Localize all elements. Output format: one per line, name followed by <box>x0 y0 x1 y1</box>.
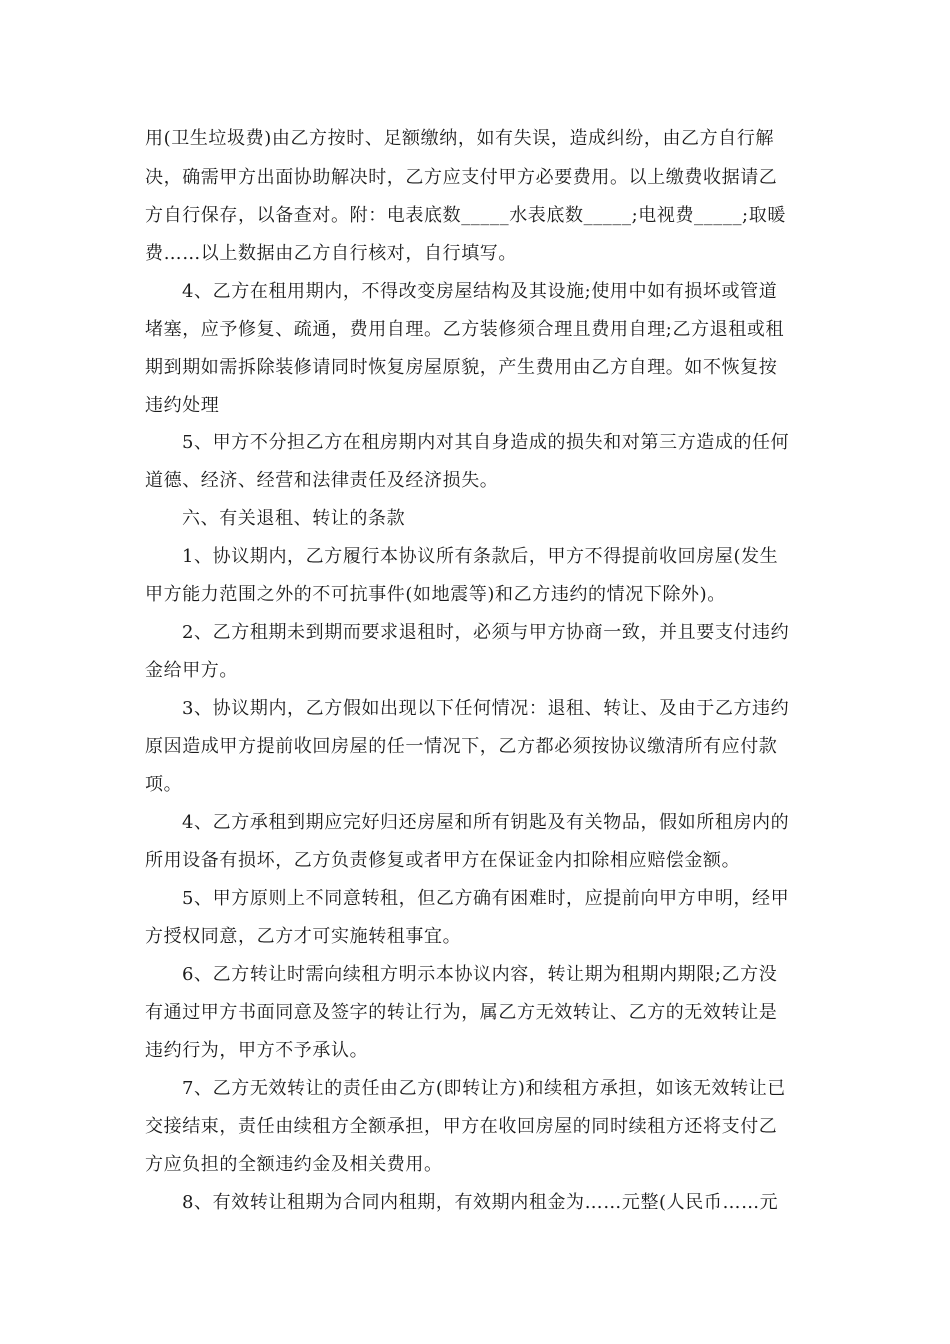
paragraph-first-line: 5、甲方原则上不同意转租，但乙方确有困难时，应提前向甲方申明，经甲 <box>182 888 790 909</box>
paragraph-first-line: 3、协议期内，乙方假如出现以下任何情况：退租、转让、及由于乙方违约 <box>182 698 790 719</box>
text-line: 金给甲方。 <box>145 660 238 681</box>
section-heading: 六、有关退租、转让的条款 <box>182 508 406 529</box>
paragraph-first-line: 4、乙方承租到期应完好归还房屋和所有钥匙及有关物品，假如所租房内的 <box>182 812 790 833</box>
text-line: 方自行保存，以备查对。附：电表底数_____水表底数_____;电视费_____;取暖 <box>145 205 786 226</box>
paragraph-first-line: 6、乙方转让时需向续租方明示本协议内容，转让期为租期内期限;乙方没 <box>182 964 778 985</box>
paragraph-first-line: 2、乙方租期未到期而要求退租时，必须与甲方协商一致，并且要支付违约 <box>182 622 790 643</box>
text-line: 所用设备有损坏，乙方负责修复或者甲方在保证金内扣除相应赔偿金额。 <box>145 850 741 871</box>
text-line: 甲方能力范围之外的不可抗事件(如地震等)和乙方违约的情况下除外)。 <box>145 584 726 605</box>
text-line: 方应负担的全额违约金及相关费用。 <box>145 1154 443 1175</box>
text-line: 违约行为，甲方不予承认。 <box>145 1040 369 1061</box>
paragraph-first-line: 8、有效转让租期为合同内租期，有效期内租金为……元整(人民币……元 <box>182 1192 779 1213</box>
text-line: 原因造成甲方提前收回房屋的任一情况下，乙方都必须按协议缴清所有应付款 <box>145 736 778 757</box>
text-line: 方授权同意，乙方才可实施转租事宜。 <box>145 926 462 947</box>
text-line: 用(卫生垃圾费)由乙方按时、足额缴纳，如有失误，造成纠纷，由乙方自行解 <box>145 128 775 149</box>
text-line: 项。 <box>145 774 183 795</box>
text-line: 堵塞，应予修复、疏通，费用自理。乙方装修须合理且费用自理;乙方退租或租 <box>145 319 785 340</box>
text-line: 道德、经济、经营和法律责任及经济损失。 <box>145 470 499 491</box>
text-line: 决，确需甲方出面协助解决时，乙方应支付甲方必要费用。以上缴费收据请乙 <box>145 167 778 188</box>
text-line: 违约处理 <box>145 395 220 416</box>
text-line: 费……以上数据由乙方自行核对，自行填写。 <box>145 243 517 264</box>
paragraph-first-line: 1、协议期内，乙方履行本协议所有条款后，甲方不得提前收回房屋(发生 <box>182 546 779 567</box>
text-line: 交接结束，责任由续租方全额承担，甲方在收回房屋的同时续租方还将支付乙 <box>145 1116 778 1137</box>
paragraph-first-line: 5、甲方不分担乙方在租房期内对其自身造成的损失和对第三方造成的任何 <box>182 432 790 453</box>
paragraph-first-line: 4、乙方在租用期内，不得改变房屋结构及其设施;使用中如有损坏或管道 <box>182 281 778 302</box>
paragraph-first-line: 7、乙方无效转让的责任由乙方(即转让方)和续租方承担，如该无效转让已 <box>182 1078 786 1099</box>
text-line: 有通过甲方书面同意及签字的转让行为，属乙方无效转让、乙方的无效转让是 <box>145 1002 778 1023</box>
text-line: 期到期如需拆除装修请同时恢复房屋原貌，产生费用由乙方自理。如不恢复按 <box>145 357 778 378</box>
